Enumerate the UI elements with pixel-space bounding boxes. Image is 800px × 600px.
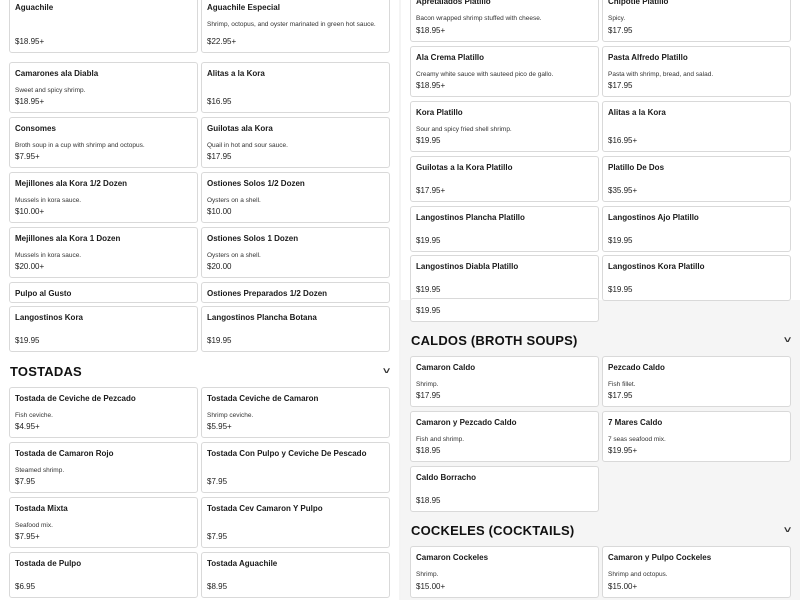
menu-item-name: Mejillones ala Kora 1/2 Dozen: [15, 179, 128, 188]
menu-item-name: Pezcado Caldo: [608, 363, 665, 372]
menu-item-card[interactable]: [201, 282, 390, 303]
menu-item-card[interactable]: [201, 172, 390, 223]
menu-item-name: Camarones ala Diabla: [15, 69, 99, 78]
menu-item-price: $18.95+: [416, 81, 446, 90]
menu-item-card[interactable]: [201, 0, 390, 53]
menu-item-card[interactable]: [9, 306, 198, 352]
menu-item-price: $10.00+: [15, 207, 45, 216]
menu-item-price: $19.95: [416, 236, 441, 245]
menu-item-card[interactable]: [9, 552, 198, 598]
menu-item-name: Ostiones Solos 1/2 Dozen: [207, 179, 305, 188]
menu-item-description: Shrimp.: [416, 381, 439, 388]
menu-item-description: Seafood mix.: [15, 522, 53, 529]
menu-item-name: Guilotas ala Kora: [207, 124, 273, 133]
menu-item-name: Tostada Aguachile: [207, 559, 278, 568]
menu-item-price: $8.95: [207, 582, 228, 591]
menu-item-name: Chipotle Platillo: [608, 0, 669, 6]
menu-item-description: Mussels in kora sauce.: [15, 252, 82, 259]
menu-item-card[interactable]: [201, 387, 390, 438]
menu-item-price: $19.95: [416, 285, 441, 294]
menu-item-description: Shrimp, octopus, and oyster marinated in green hot sauce.: [207, 21, 376, 28]
menu-item-price: $10.00: [207, 207, 232, 216]
menu-item-price: $17.95: [207, 152, 232, 161]
menu-item-price: $19.95: [416, 136, 441, 145]
menu-item-name: Caldo Borracho: [416, 473, 477, 482]
menu-item-name: Ostiones Solos 1 Dozen: [207, 234, 299, 243]
menu-item-card[interactable]: [602, 156, 791, 202]
menu-item-price: $19.95+: [608, 446, 638, 455]
menu-item-name: Tostada de Camaron Rojo: [15, 449, 114, 458]
menu-item-description: Spicy.: [608, 15, 626, 22]
menu-item-card[interactable]: [201, 117, 390, 168]
menu-item-name: Pulpo al Gusto: [15, 289, 72, 298]
section-header-caldos[interactable]: [411, 333, 790, 348]
menu-item-description: Oysters on a shell.: [207, 252, 261, 259]
menu-item-price: $20.00+: [15, 262, 45, 271]
menu-item-price: $19.95: [207, 336, 232, 345]
menu-item-card[interactable]: [602, 206, 791, 252]
menu-item-card[interactable]: [602, 46, 791, 97]
menu-item-price: $17.95: [608, 81, 633, 90]
menu-item-card[interactable]: [410, 255, 599, 301]
menu-item-card[interactable]: [410, 546, 599, 598]
menu-item-price: $18.95: [416, 446, 441, 455]
menu-item-description: Shrimp.: [416, 571, 439, 578]
section-header-cockeles[interactable]: [411, 523, 790, 538]
menu-item-name: Camaron Cockeles: [416, 553, 489, 562]
menu-item-name: Ostiones Preparados 1/2 Dozen: [207, 289, 328, 298]
menu-item-name: Consomes: [15, 124, 56, 133]
menu-item-name: Guilotas a la Kora Platillo: [416, 163, 513, 172]
menu-item-name: Langostinos Kora: [15, 313, 84, 322]
menu-item-name: Kora Platillo: [416, 108, 463, 117]
menu-item-price: $19.95: [416, 306, 441, 315]
menu-item-card[interactable]: [602, 0, 791, 42]
menu-item-card[interactable]: [9, 387, 198, 438]
menu-item-description: Fish fillet.: [608, 381, 636, 388]
menu-item-name: Apretalados Platillo: [416, 0, 491, 6]
menu-item-card[interactable]: [410, 101, 599, 152]
menu-item-price: $15.00+: [416, 582, 446, 591]
chevron-down-icon[interactable]: ˅: [382, 366, 391, 376]
left-menu-column: [0, 0, 399, 600]
menu-item-description: Shrimp and octopus.: [608, 571, 668, 578]
menu-item-card[interactable]: [201, 227, 390, 278]
menu-item-card[interactable]: [9, 62, 198, 113]
menu-item-name: Tostada Con Pulpo y Ceviche De Pescado: [207, 449, 367, 458]
menu-item-description: Quail in hot and sour sauce.: [207, 142, 288, 149]
menu-item-price: $16.95+: [608, 136, 638, 145]
menu-item-description: Creamy white sauce with sauteed pico de gallo.: [416, 71, 554, 78]
menu-item-card[interactable]: [410, 156, 599, 202]
menu-item-description: Sour and spicy fried shell shrimp.: [416, 126, 512, 133]
menu-item-description: 7 seas seafood mix.: [608, 436, 666, 443]
menu-item-card[interactable]: [201, 306, 390, 352]
menu-item-price: $35.95+: [608, 186, 638, 195]
menu-item-card[interactable]: [410, 206, 599, 252]
menu-item-price: $18.95+: [416, 26, 446, 35]
menu-item-description: Fish ceviche.: [15, 412, 53, 419]
right-menu-column: [401, 0, 800, 600]
menu-item-description: Mussels in kora sauce.: [15, 197, 82, 204]
menu-item-card[interactable]: [9, 497, 198, 548]
menu-item-price: $17.95: [416, 391, 441, 400]
chevron-down-icon[interactable]: ˅: [783, 335, 792, 345]
menu-item-name: Langostinos Ajo Platillo: [608, 213, 699, 222]
menu-item-card[interactable]: [201, 442, 390, 493]
menu-item-card[interactable]: [602, 546, 791, 598]
menu-item-price: $19.95: [608, 285, 633, 294]
menu-item-name: Alitas a la Kora: [608, 108, 666, 117]
menu-item-name: Langostinos Plancha Platillo: [416, 213, 525, 222]
menu-item-price: $4.95+: [15, 422, 40, 431]
menu-item-card-partial[interactable]: [410, 298, 599, 322]
menu-item-name: Platillo De Dos: [608, 163, 665, 172]
menu-item-name: 7 Mares Caldo: [608, 418, 663, 427]
menu-item-name: Aguachile Especial: [207, 3, 280, 12]
menu-item-name: Ala Crema Platillo: [416, 53, 485, 62]
menu-item-card[interactable]: [201, 497, 390, 548]
menu-item-name: Langostinos Kora Platillo: [608, 262, 705, 271]
menu-item-price: $18.95+: [15, 37, 45, 46]
menu-item-card[interactable]: [9, 227, 198, 278]
menu-item-description: Bacon wrapped shrimp stuffed with cheese.: [416, 15, 542, 22]
menu-item-description: Sweet and spicy shrimp.: [15, 87, 86, 94]
menu-item-description: Shrimp ceviche.: [207, 412, 254, 419]
menu-item-card[interactable]: [201, 552, 390, 598]
menu-item-price: $6.95: [15, 582, 36, 591]
menu-item-price: $7.95+: [15, 152, 40, 161]
menu-item-card[interactable]: [9, 282, 198, 303]
menu-item-price: $7.95: [207, 532, 228, 541]
menu-item-card[interactable]: [602, 101, 791, 152]
menu-item-price: $19.95: [608, 236, 633, 245]
menu-item-card[interactable]: [9, 0, 198, 53]
menu-item-description: Fish and shrimp.: [416, 436, 465, 443]
menu-item-name: Tostada Ceviche de Camaron: [207, 394, 319, 403]
menu-item-card[interactable]: [410, 0, 599, 42]
menu-item-price: $17.95: [608, 391, 633, 400]
menu-item-name: Alitas a la Kora: [207, 69, 265, 78]
menu-item-price: $7.95+: [15, 532, 40, 541]
menu-item-card[interactable]: [9, 172, 198, 223]
section-title: CALDOS (BROTH SOUPS): [411, 333, 578, 348]
menu-item-name: Tostada Cev Camaron Y Pulpo: [207, 504, 323, 513]
menu-item-card[interactable]: [201, 62, 390, 113]
menu-item-card[interactable]: [410, 411, 599, 462]
menu-item-name: Mejillones ala Kora 1 Dozen: [15, 234, 121, 243]
menu-item-name: Langostinos Diabla Platillo: [416, 262, 519, 271]
menu-item-price: $19.95: [15, 336, 40, 345]
menu-item-card[interactable]: [602, 255, 791, 301]
menu-item-price: $7.95: [207, 477, 228, 486]
menu-item-price: $5.95+: [207, 422, 232, 431]
chevron-down-icon[interactable]: ˅: [783, 525, 792, 535]
section-title: COCKELES (COCKTAILS): [411, 523, 575, 538]
menu-item-price: $20.00: [207, 262, 232, 271]
section-title: TOSTADAS: [10, 364, 82, 379]
menu-item-card[interactable]: [410, 356, 599, 407]
menu-item-name: Camaron y Pulpo Cockeles: [608, 553, 712, 562]
section-header-tostadas[interactable]: [10, 364, 389, 379]
menu-item-price: $15.00+: [608, 582, 638, 591]
menu-item-price: $18.95: [416, 496, 441, 505]
menu-item-price: $7.95: [15, 477, 36, 486]
menu-item-card[interactable]: [602, 356, 791, 407]
menu-item-price: $18.95+: [15, 97, 45, 106]
menu-item-description: Oysters on a shell.: [207, 197, 261, 204]
menu-item-name: Aguachile: [15, 3, 54, 12]
menu-item-card[interactable]: [9, 442, 198, 493]
menu-item-name: Camaron Caldo: [416, 363, 476, 372]
menu-item-price: $17.95: [608, 26, 633, 35]
menu-item-description: Broth soup in a cup with shrimp and octopus.: [15, 142, 145, 149]
menu-item-price: $17.95+: [416, 186, 446, 195]
menu-item-name: Camaron y Pezcado Caldo: [416, 418, 517, 427]
menu-item-card[interactable]: [602, 411, 791, 462]
menu-item-name: Langostinos Plancha Botana: [207, 313, 317, 322]
menu-item-description: Steamed shrimp.: [15, 467, 65, 474]
menu-item-name: Tostada de Ceviche de Pezcado: [15, 394, 136, 403]
menu-item-card[interactable]: [9, 117, 198, 168]
menu-item-card[interactable]: [410, 46, 599, 97]
menu-item-name: Tostada Mixta: [15, 504, 68, 513]
menu-item-price: $16.95: [207, 97, 232, 106]
menu-item-name: Pasta Alfredo Platillo: [608, 53, 688, 62]
menu-item-card[interactable]: [410, 466, 599, 512]
menu-item-name: Tostada de Pulpo: [15, 559, 82, 568]
menu-item-price: $22.95+: [207, 37, 237, 46]
menu-item-description: Pasta with shrimp, bread, and salad.: [608, 71, 714, 78]
